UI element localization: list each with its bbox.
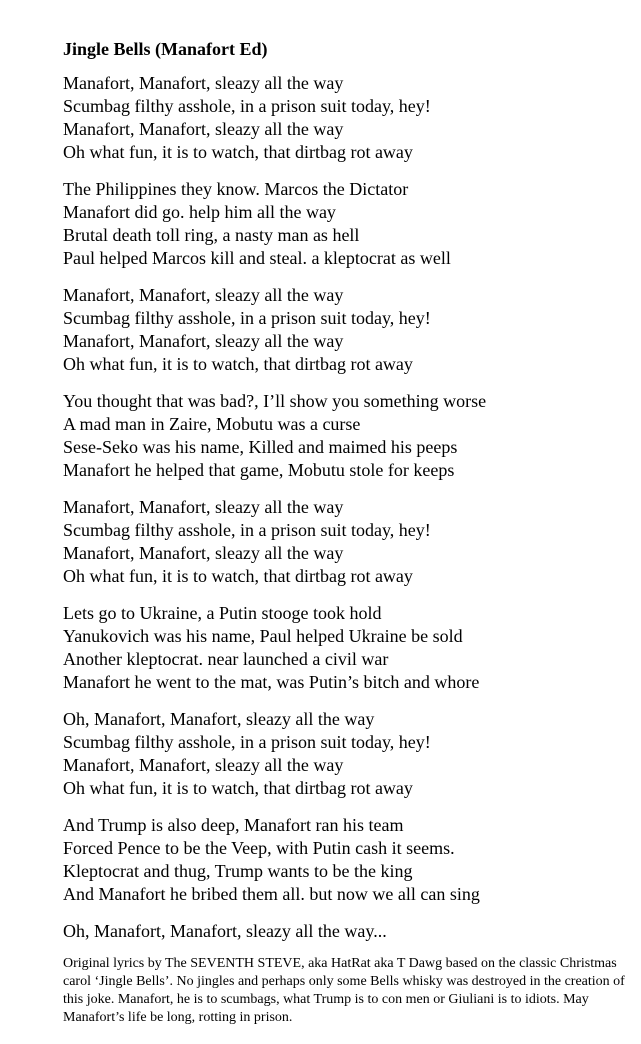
stanza: [63, 708, 633, 800]
lyric-line: Forced Pence to be the Veep, with Putin cash it seems.: [63, 838, 455, 858]
lyric-line: Manafort, Manafort, sleazy all the way: [63, 331, 344, 351]
lyric-line: Manafort he went to the mat, was Putin’s bitch and whore: [63, 672, 480, 692]
lyric-line: Oh what fun, it is to watch, that dirtbag rot away: [63, 566, 413, 586]
stanza: [63, 496, 633, 588]
stanza: [63, 390, 633, 482]
lyric-line: Scumbag filthy asshole, in a prison suit today, hey!: [63, 520, 431, 540]
stanza: [63, 602, 633, 694]
stanza-list: [63, 72, 633, 943]
lyric-line: And Manafort he bribed them all. but now we all can sing: [63, 884, 480, 904]
lyric-line: Manafort, Manafort, sleazy all the way: [63, 119, 344, 139]
lyrics-document: [63, 38, 633, 1027]
lyric-line: Manafort did go. help him all the way: [63, 202, 336, 222]
lyric-line: The Philippines they know. Marcos the Dictator: [63, 179, 409, 199]
lyric-line: Manafort, Manafort, sleazy all the way: [63, 543, 344, 563]
lyric-line: And Trump is also deep, Manafort ran his team: [63, 815, 404, 835]
lyric-line: Another kleptocrat. near launched a civil war: [63, 649, 389, 669]
lyric-line: Scumbag filthy asshole, in a prison suit today, hey!: [63, 308, 431, 328]
lyric-line: Oh, Manafort, Manafort, sleazy all the way: [63, 709, 375, 729]
lyric-line: Oh, Manafort, Manafort, sleazy all the way...: [63, 921, 387, 941]
lyric-line: Paul helped Marcos kill and steal. a kleptocrat as well: [63, 248, 451, 268]
lyric-line: Manafort, Manafort, sleazy all the way: [63, 755, 344, 775]
footnote: Original lyrics by The SEVENTH STEVE, aka HatRat aka T Dawg based on the classic Christmas carol ‘Jingle Bells’. No jingles and perhaps only some Bells whisky was destroyed in the creation of this joke. Manafort, he is to scumbags, what Trump is to con men or Giuliani is to idiots. May Manafort’s life be long, rotting in prison.: [63, 956, 625, 1025]
lyric-line: Scumbag filthy asshole, in a prison suit today, hey!: [63, 732, 431, 752]
lyric-line: Sese-Seko was his name, Killed and maimed his peeps: [63, 437, 458, 457]
lyric-line: Oh what fun, it is to watch, that dirtbag rot away: [63, 354, 413, 374]
lyric-line: Manafort, Manafort, sleazy all the way: [63, 73, 344, 93]
lyric-line: Manafort he helped that game, Mobutu stole for keeps: [63, 460, 455, 480]
lyric-line: Yanukovich was his name, Paul helped Ukraine be sold: [63, 626, 463, 646]
lyric-line: Manafort, Manafort, sleazy all the way: [63, 497, 344, 517]
lyric-line: Brutal death toll ring, a nasty man as hell: [63, 225, 360, 245]
lyric-line: Scumbag filthy asshole, in a prison suit today, hey!: [63, 96, 431, 116]
lyric-line: Lets go to Ukraine, a Putin stooge took hold: [63, 603, 382, 623]
stanza: [63, 72, 633, 164]
lyric-line: A mad man in Zaire, Mobutu was a curse: [63, 414, 361, 434]
lyric-line: You thought that was bad?, I’ll show you something worse: [63, 391, 487, 411]
document-title: Jingle Bells (Manafort Ed): [63, 39, 268, 59]
lyric-line: Oh what fun, it is to watch, that dirtbag rot away: [63, 142, 413, 162]
stanza: [63, 920, 633, 943]
stanza: [63, 178, 633, 270]
lyric-line: Oh what fun, it is to watch, that dirtbag rot away: [63, 778, 413, 798]
lyric-line: Manafort, Manafort, sleazy all the way: [63, 285, 344, 305]
stanza: [63, 814, 633, 906]
stanza: [63, 284, 633, 376]
lyric-line: Kleptocrat and thug, Trump wants to be the king: [63, 861, 413, 881]
